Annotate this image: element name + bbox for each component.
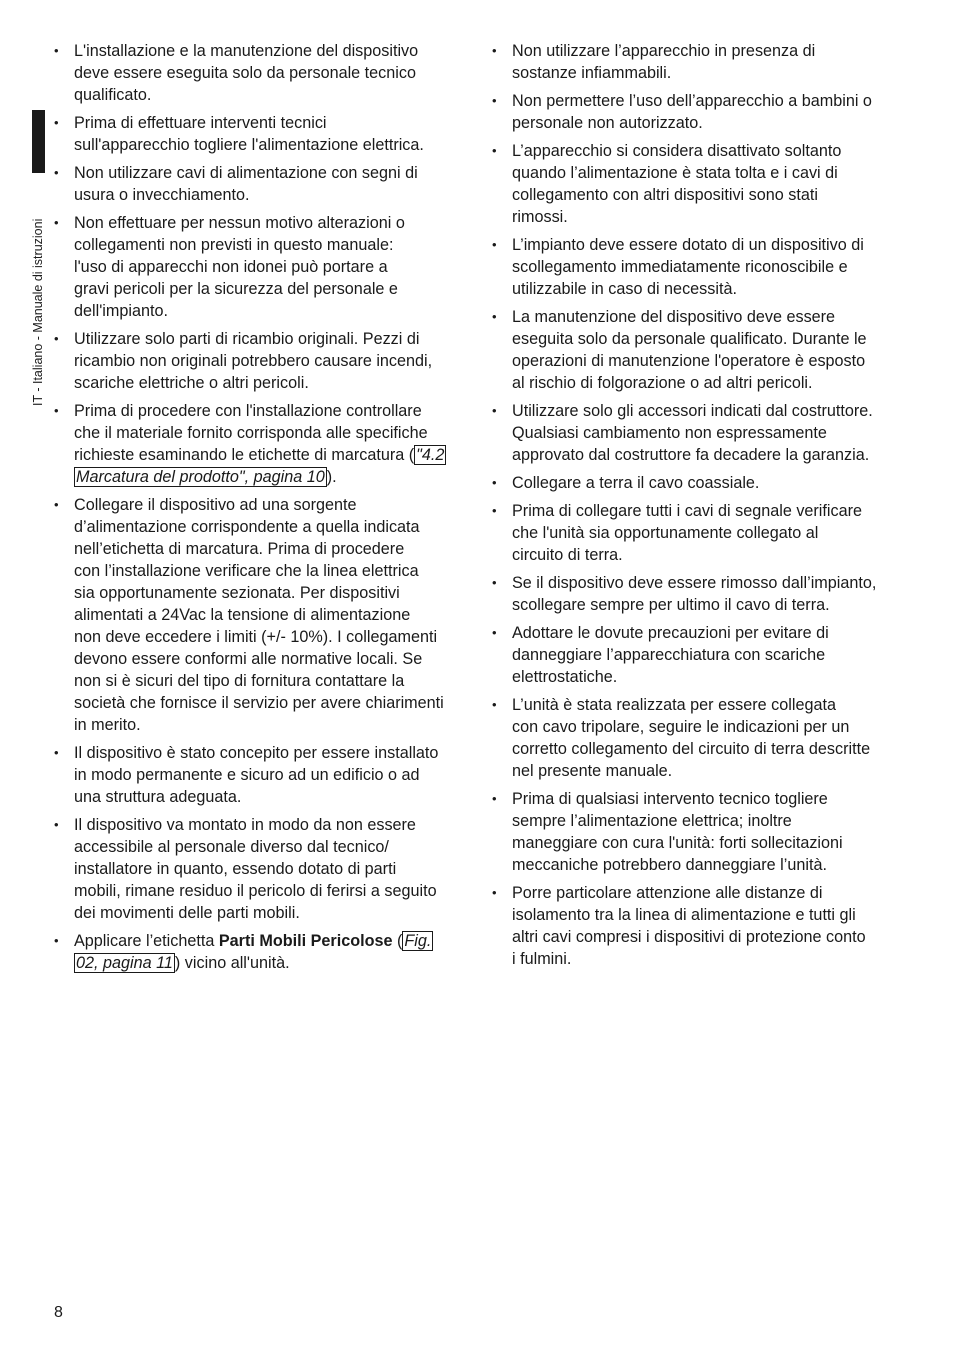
list-item: • L’apparecchio si considera disattivato soltanto quando l’alimentazione è stata tolta e i cavi di collegamento con altri dispositivi sono stati rimossi. <box>512 140 902 228</box>
list-item <box>74 400 464 488</box>
cross-reference-link[interactable]: "4.2 Marcatura del prodotto", pagina 10 <box>76 446 445 486</box>
list-item: • Se il dispositivo deve essere rimosso dall’impianto, scollegare sempre per ultimo il cavo di terra. <box>512 572 902 616</box>
side-tab-marker <box>32 110 45 173</box>
list-item-text: ( <box>392 932 403 950</box>
list-item-text: Prima di procedere con l'installazione controllare che il materiale fornito corrisponda alle specifiche richieste esaminando le etichette di marcatura ( <box>74 402 428 464</box>
label-name-bold: Parti Mobili Pericolose <box>218 932 393 950</box>
list-item: • La manutenzione del dispositivo deve essere eseguita solo da personale qualificato. Durante le operazioni di manutenzione l'operatore è esposto al rischio di folgorazione o ad altri pericoli. <box>512 306 902 394</box>
list-item: • Prima di qualsiasi intervento tecnico togliere sempre l’alimentazione elettrica; inoltre maneggiare con cura l'unità: forti sollecitazioni meccaniche potrebbero danneggiare l’unità. <box>512 788 902 876</box>
list-item: • Prima di effettuare interventi tecnici sull'apparecchio togliere l'alimentazione elettrica. <box>74 112 464 156</box>
list-item: • Non effettuare per nessun motivo alterazioni o collegamenti non previsti in questo manuale: l'uso di apparecchi non idonei può portare a gravi pericoli per la sicurezza del personale e dell'impianto. <box>74 212 464 322</box>
list-item: • Utilizzare solo parti di ricambio originali. Pezzi di ricambio non originali potrebbero causare incendi, scariche elettriche o altri pericoli. <box>74 328 464 394</box>
figure-reference-link[interactable]: Fig. 02, pagina 11 <box>76 932 432 972</box>
list-item: • Non utilizzare cavi di alimentazione con segni di usura o invecchiamento. <box>74 162 464 206</box>
left-column <box>74 40 464 980</box>
list-item: • Porre particolare attenzione alle distanze di isolamento tra la linea di alimentazione e tutti gli altri cavi compresi i dispositivi di protezione conto i fulmini. <box>512 882 902 970</box>
list-item: • L’impianto deve essere dotato di un dispositivo di scollegamento immediatamente riconoscibile e utilizzabile in caso di necessità. <box>512 234 902 300</box>
list-item: • L'installazione e la manutenzione del dispositivo deve essere eseguita solo da personale tecnico qualificato. <box>74 40 464 106</box>
list-item: • Utilizzare solo gli accessori indicati dal costruttore. Qualsiasi cambiamento non espressamente approvato dal costruttore fa decadere la garanzia. <box>512 400 902 466</box>
list-item: • Collegare a terra il cavo coassiale. <box>512 472 902 494</box>
side-tab-label: IT - Italiano - Manuale di istruzioni <box>31 218 45 406</box>
list-item: • Adottare le dovute precauzioni per evitare di danneggiare l’apparecchiatura con scariche elettrostatiche. <box>512 622 902 688</box>
list-item: • Prima di collegare tutti i cavi di segnale verificare che l'unità sia opportunamente collegato al circuito di terra. <box>512 500 902 566</box>
list-item: • L’unità è stata realizzata per essere collegata con cavo tripolare, seguire le indicazioni per un corretto collegamento del circuito di terra descritte nel presente manuale. <box>512 694 902 782</box>
list-item: • Collegare il dispositivo ad una sorgente d’alimentazione corrispondente a quella indicata nell’etichetta di marcatura. Prima di procedere con l’installazione verificare che la linea elettrica sia opportunamente sezionata. Per dispositivi alimentati a 24Vac la tensione di alimentazione non deve eccedere i limiti (+/- 10%). I collegamenti devono essere conformi alle normative locali. Se non si è sicuri del tipo di fornitura contattare la società che fornisce il servizio per avere chiarimenti in merito. <box>74 494 464 736</box>
list-item: • Non utilizzare l’apparecchio in presenza di sostanze infiammabili. <box>512 40 902 84</box>
list-item <box>74 930 464 974</box>
list-item: • Non permettere l’uso dell’apparecchio a bambini o personale non autorizzato. <box>512 90 902 134</box>
list-item-text: ). <box>326 468 337 486</box>
list-item-text: ) vicino all'unità. <box>174 954 290 972</box>
list-item: • Il dispositivo va montato in modo da non essere accessibile al personale diverso dal tecnico/ installatore in quanto, essendo dotato di parti mobili, rimane residuo il pericolo di ferirsi a seguito dei movimenti delle parti mobili. <box>74 814 464 924</box>
list-item-text: Applicare l’etichetta <box>74 932 219 950</box>
list-item: • Il dispositivo è stato concepito per essere installato in modo permanente e sicuro ad un edificio o ad una struttura adeguata. <box>74 742 464 808</box>
page-number: 8 <box>54 1304 63 1321</box>
right-column <box>512 40 902 976</box>
